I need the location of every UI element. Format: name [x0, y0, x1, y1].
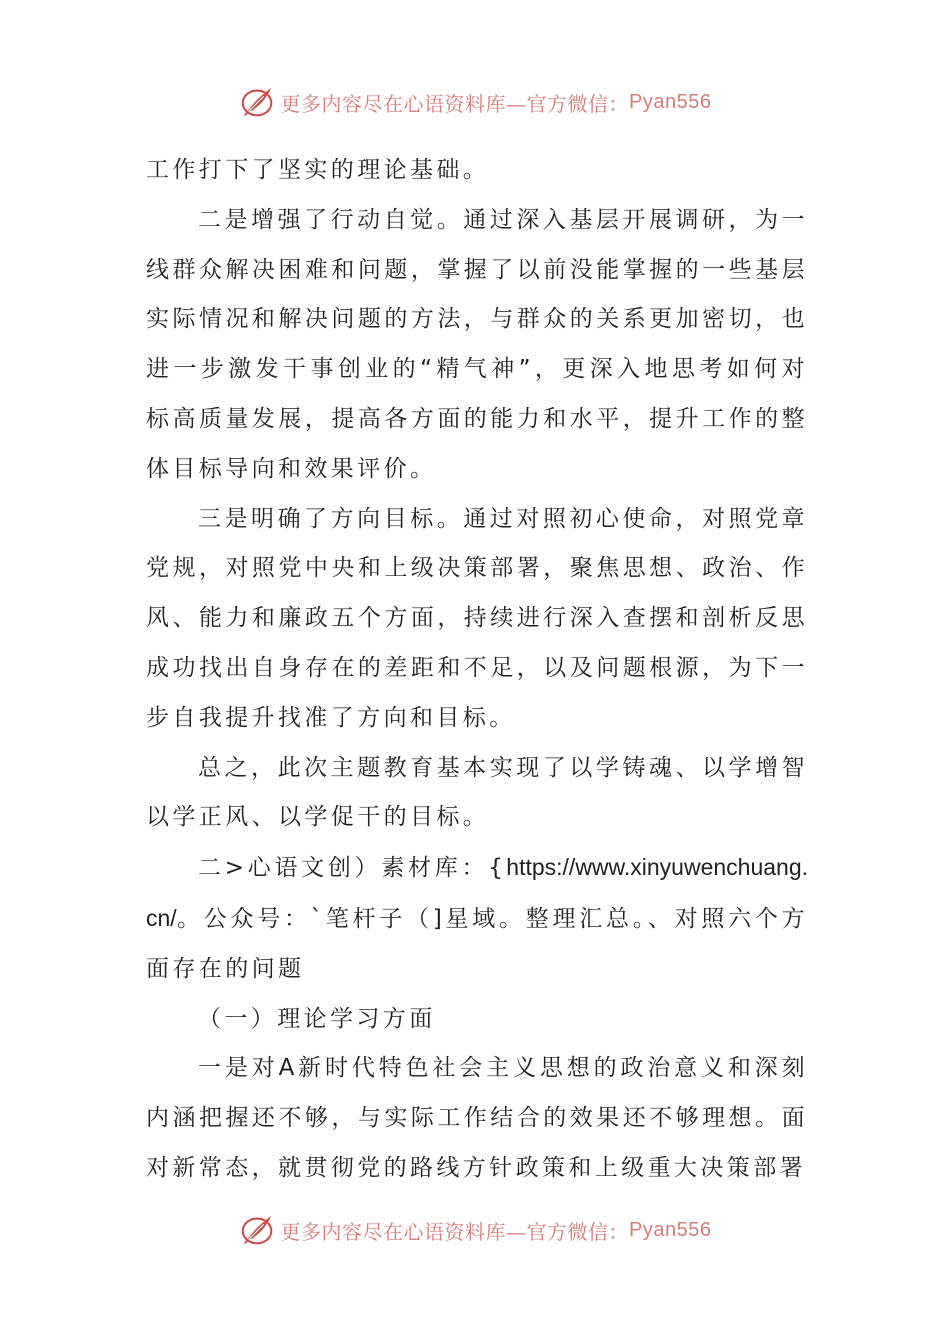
paragraph-direction-goals: 三是明确了方向目标。通过对照初心使命，对照党章党规，对照党中央和上级决策部署，聚焦思想、政治、作风、能力和廉政五个方面，持续进行深入查摆和剖析反思成功找出自身存在的差距和不足，以及问题根源，为下一步自我提升找准了方向和目标。: [146, 505, 808, 731]
quill-pen-logo-icon: [239, 83, 277, 121]
source-note-prefix: 二>心语文创）素材库：{: [198, 855, 507, 882]
banner-text: 更多内容尽在心语资料库—官方微信：: [280, 1219, 630, 1244]
header-banner: [0, 82, 950, 122]
banner-wechat-id: Pyan556: [629, 1218, 712, 1241]
banner-wechat-id: Pyan556: [629, 90, 712, 113]
quill-pen-logo-icon: [239, 1211, 277, 1249]
paragraph-source-note: [146, 843, 808, 994]
document-body: [146, 146, 808, 1194]
paragraph-continuation: 工作打下了坚实的理论基础。: [146, 157, 490, 183]
paragraph-summary: 总之，此次主题教育基本实现了以学铸魂、以学增智以学正风、以学促干的目标。: [146, 754, 808, 831]
paragraph-action-awareness: 二是增强了行动自觉。通过深入基层开展调研，为一线群众解决困难和问题，掌握了以前没能掌握的一些基层实际情况和解决问题的方法，与群众的关系更加密切，也进一步激发干事创业的“精气神”，更深入地思考如何对标高质量发展，提高各方面的能力和水平，提升工作的整体目标导向和效果评价。: [146, 206, 808, 482]
source-link[interactable]: https://www.xinyuwenchuang.cn/: [146, 854, 808, 931]
source-note-suffix: 。公众号：`笔杆子（]星域。整理汇总。、对照六个方面存在的问题: [146, 905, 808, 982]
banner-text: 更多内容尽在心语资料库—官方微信：: [280, 91, 630, 116]
section-heading-theory-study: （一）理论学习方面: [198, 1005, 436, 1032]
paragraph-theory-issue: 一是对A新时代特色社会主义思想的政治意义和深刻内涵把握还不够，与实际工作结合的效果还不够理想。面对新常态，就贯彻党的路线方针政策和上级重大决策部署: [146, 1055, 808, 1181]
footer-banner: [0, 1210, 950, 1250]
